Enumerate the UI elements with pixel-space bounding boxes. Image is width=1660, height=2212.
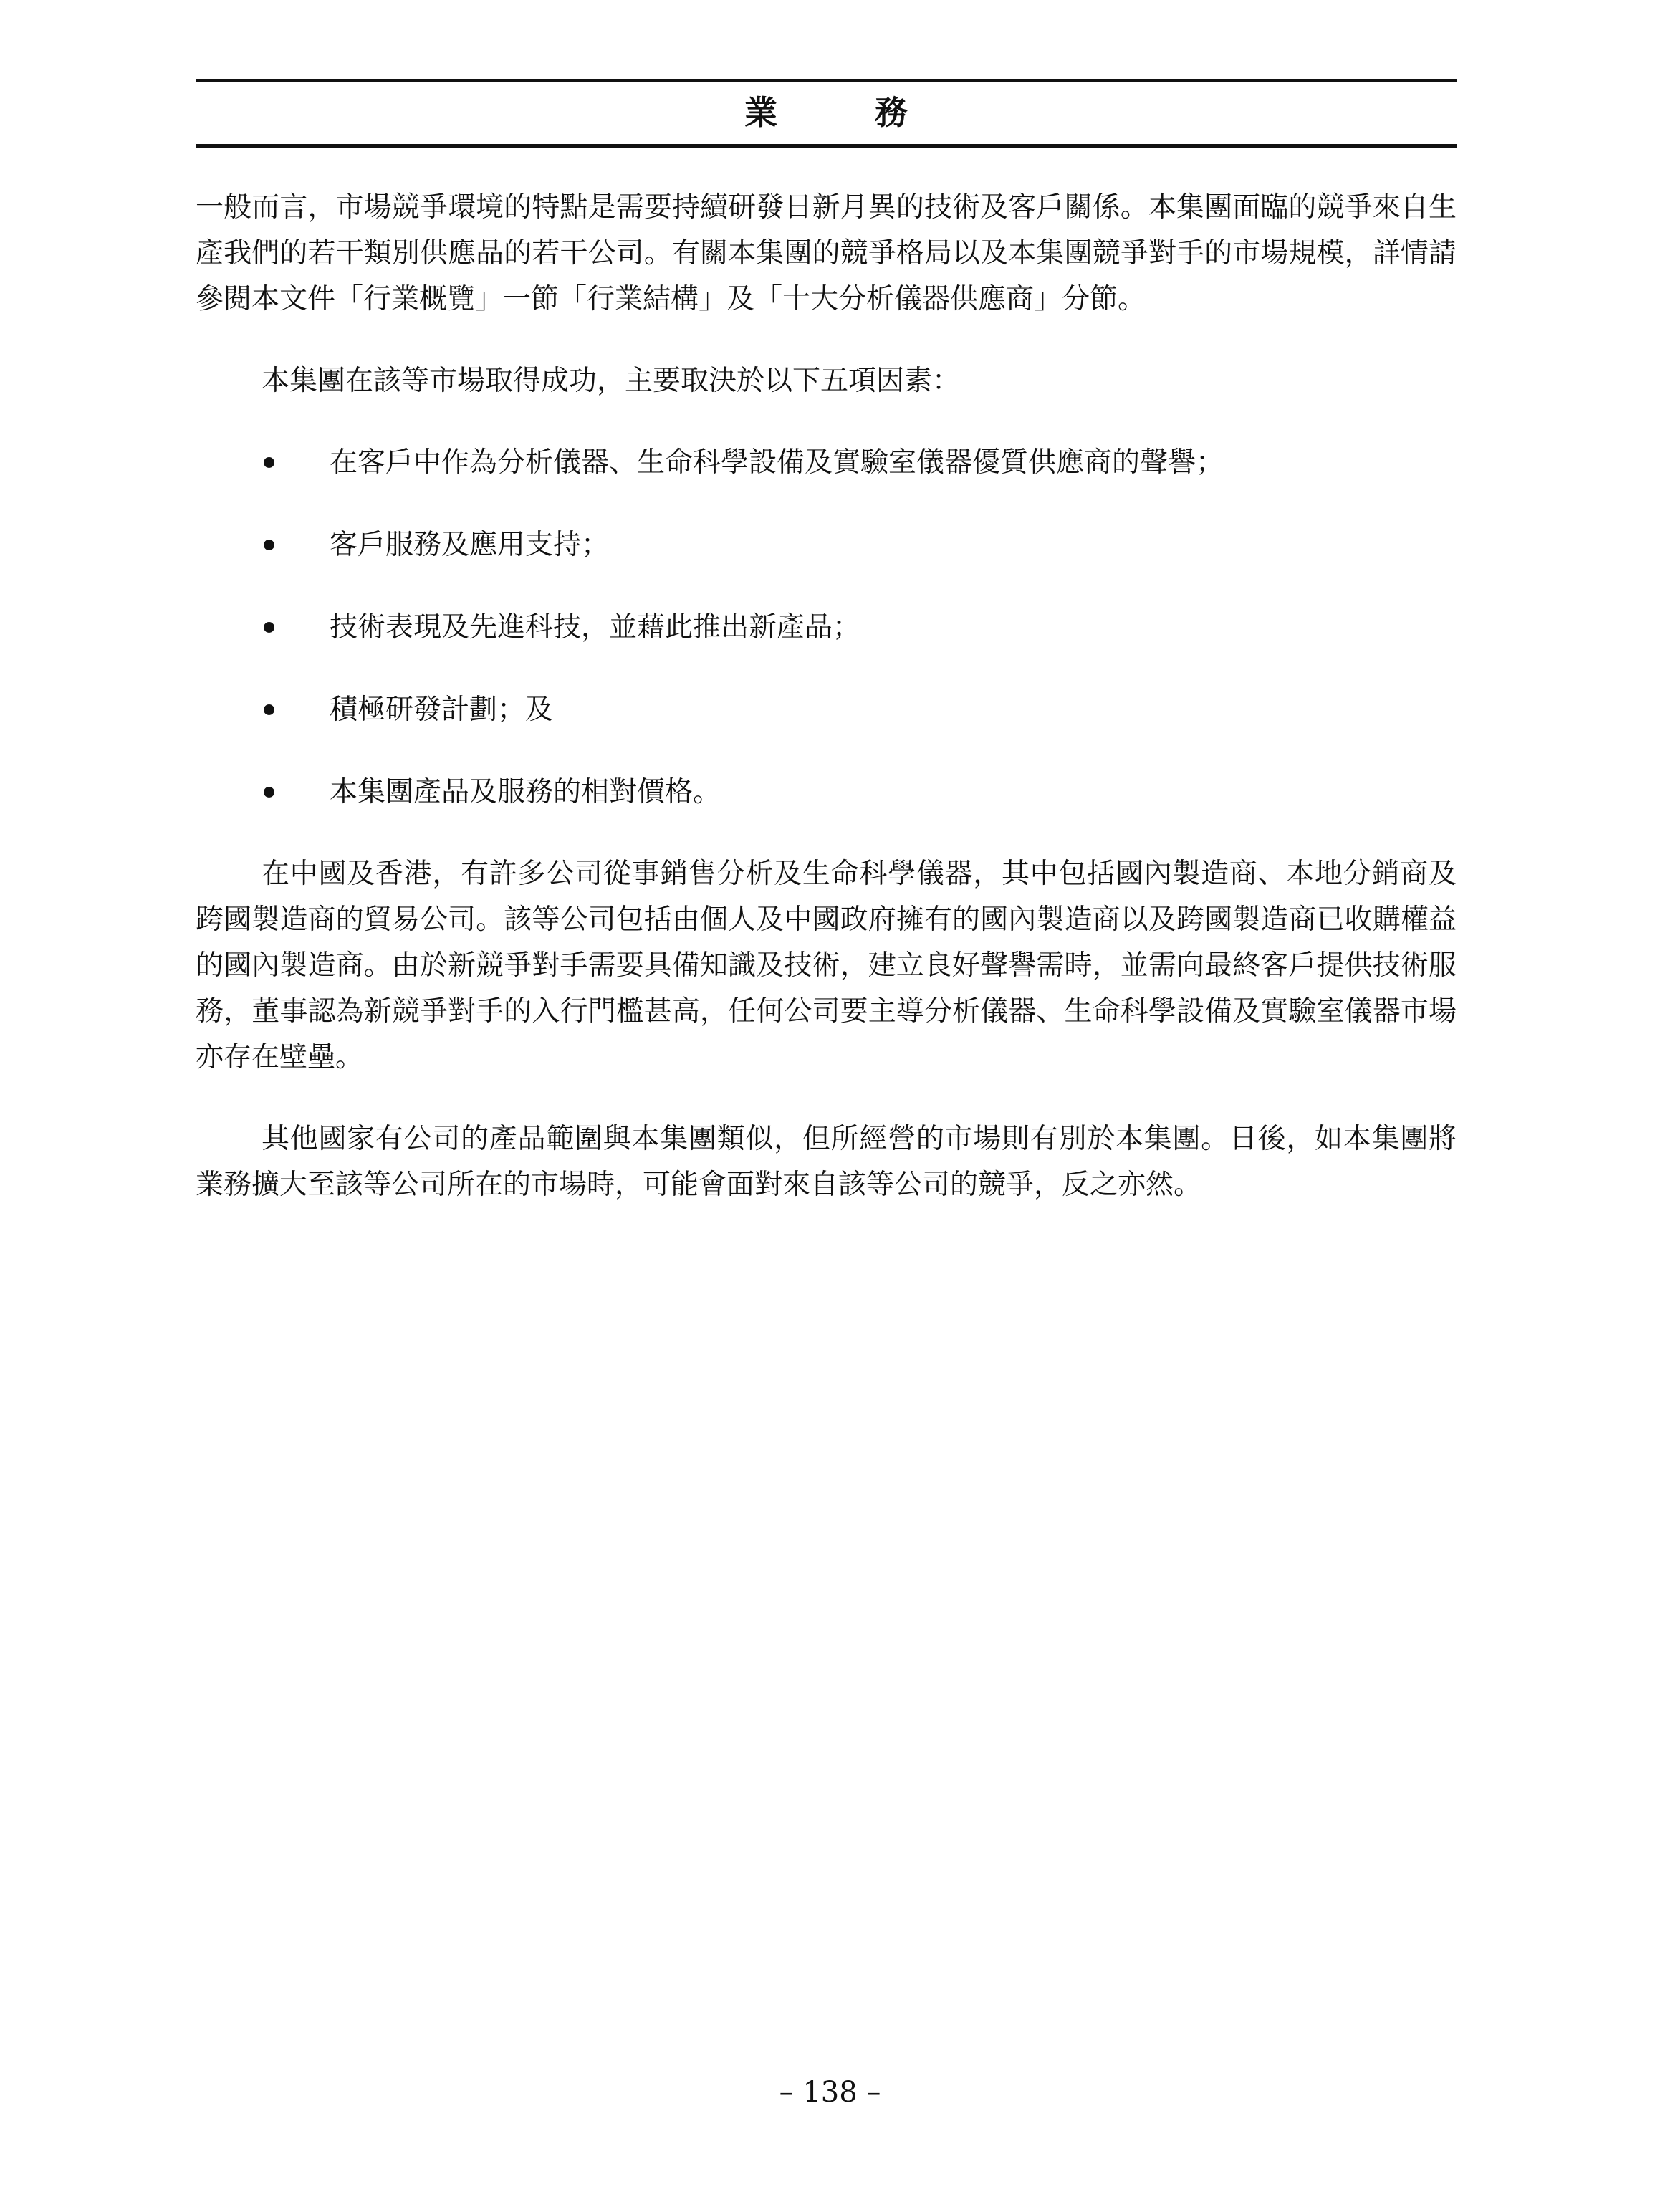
competition-paragraph: 其他國家有公司的產品範圍與本集團類似，但所經營的市場則有別於本集團。日後，如本集團將業務擴大至該等公司所在的市場時，可能會面對來自該等公司的競爭，反之亦然。 xyxy=(196,1123,1457,1201)
list-item xyxy=(196,522,1457,568)
list-item-text: 積極研發計劃；及 xyxy=(330,694,554,726)
page-header xyxy=(196,79,1457,148)
list-item xyxy=(196,440,1457,486)
success-factors-list xyxy=(196,440,1457,815)
bullet-icon xyxy=(264,540,274,550)
list-item xyxy=(196,605,1457,651)
bullet-icon xyxy=(264,787,274,798)
market-paragraph: 在中國及香港，有許多公司從事銷售分析及生命科學儀器，其中包括國內製造商、本地分銷商及跨國製造商的貿易公司。該等公司包括由個人及中國政府擁有的國內製造商以及跨國製造商已收購權益的國內製造商。由於新競爭對手需要具備知識及技術，建立良好聲譽需時，並需向最終客戶提供技術服務，董事認為新競爭對手的入行門檻甚高，任何公司要主導分析儀器、生命科學設備及實驗室儀器市場亦存在壁壘。 xyxy=(196,858,1457,1073)
bullet-icon xyxy=(264,622,274,633)
page-number: – 138 – xyxy=(779,2076,881,2109)
list-item-text: 技術表現及先進科技，並藉此推出新產品； xyxy=(330,611,861,643)
list-item-text: 本集團產品及服務的相對價格。 xyxy=(330,776,721,808)
body-content xyxy=(196,185,1457,1208)
factors-intro-paragraph: 本集團在該等市場取得成功，主要取決於以下五項因素： xyxy=(262,365,961,397)
header-bottom-rule xyxy=(196,144,1457,148)
intro-paragraph: 一般而言，市場競爭環境的特點是需要持續研發日新月異的技術及客戶關係。本集團面臨的競爭來自生產我們的若干類別供應品的若干公司。有關本集團的競爭格局以及本集團競爭對手的市場規模，詳情請參閱本文件「行業概覽」一節「行業結構」及「十大分析儀器供應商」分節。 xyxy=(196,191,1457,315)
list-item xyxy=(196,770,1457,815)
bullet-icon xyxy=(264,457,274,468)
list-item xyxy=(196,687,1457,733)
list-item-text: 客戶服務及應用支持； xyxy=(330,529,610,561)
bullet-icon xyxy=(264,704,274,715)
list-item-text: 在客戶中作為分析儀器、生命科學設備及實驗室儀器優質供應商的聲譽； xyxy=(330,446,1224,479)
section-title: 業 務 xyxy=(744,93,951,132)
